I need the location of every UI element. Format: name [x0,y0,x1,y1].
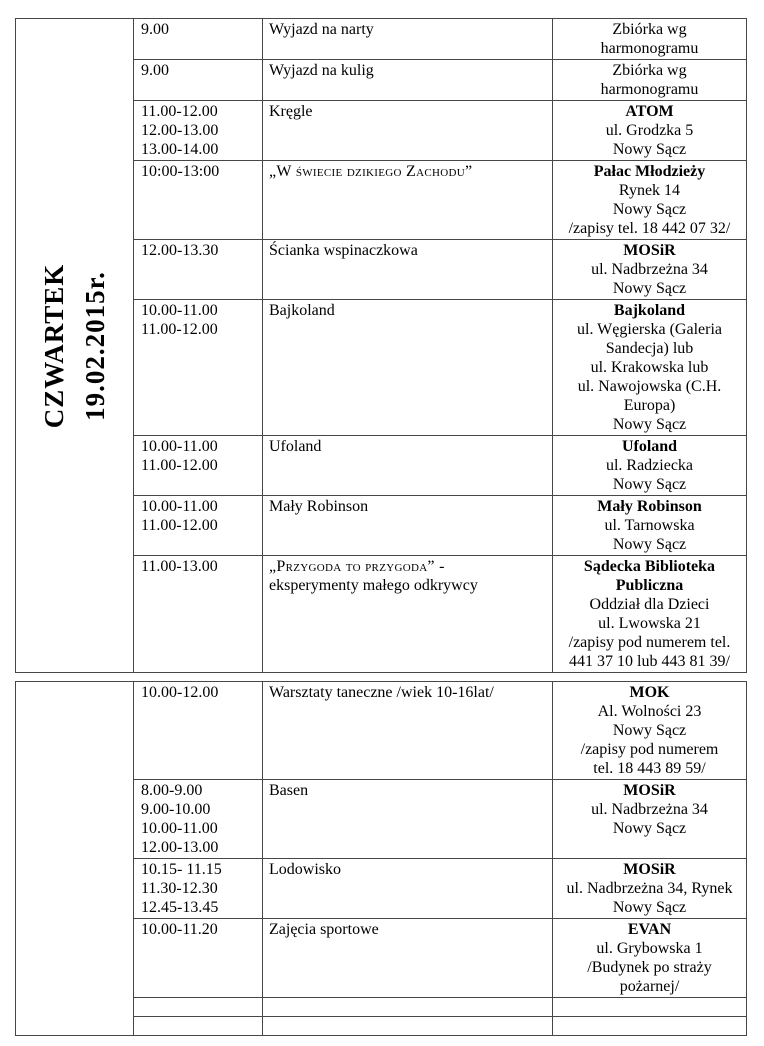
location-cell [553,19,747,60]
time-cell [134,919,263,998]
table-row [16,19,747,60]
activity-line: Ścianka wspinaczkowa [269,242,418,259]
time-line: 13.00-14.00 [141,141,219,158]
time-cell [134,436,263,496]
table-2-body [16,682,747,1036]
activity-cell [263,496,553,556]
location-line: pożarnej/ [619,978,680,995]
location-line: ul. Nadbrzeżna 34 [591,801,708,818]
time-line: 10:00-13:00 [141,163,220,180]
location-line: EVAN [627,921,672,938]
location-line: Al. Wolności 23 [597,703,702,720]
location-cell [553,101,747,161]
day-cell [16,682,134,1036]
time-line: 11.00-12.00 [141,517,218,534]
activity-cell [263,240,553,300]
location-line: Nowy Sącz [612,722,687,739]
location-cell [553,998,747,1017]
time-line: 9.00-10.00 [141,801,211,818]
time-line: 11.00-12.00 [141,103,218,120]
location-line: MOK [629,684,670,701]
activity-line: „W świecie dzikiego Zachodu” [269,163,473,180]
time-line: 8.00-9.00 [141,782,203,799]
location-cell [553,240,747,300]
time-cell [134,19,263,60]
time-cell [134,859,263,919]
location-cell [553,859,747,919]
location-line: Pałac Młodzieży [593,163,706,180]
time-line: 10.00-12.00 [141,684,219,701]
time-line: 11.00-13.00 [141,558,218,575]
time-cell [134,161,263,240]
activity-cell [263,19,553,60]
time-cell [134,1017,263,1036]
activity-cell [263,161,553,240]
location-line: tel. 18 443 89 59/ [593,760,706,777]
table-2 [15,681,747,1036]
location-line: Zbiórka wg [612,21,687,38]
day-label: CZWARTEK [38,263,69,428]
location-line: Sądecka Biblioteka [583,558,716,575]
activity-cell [263,859,553,919]
date-label: 19.02.2015r. [79,270,110,421]
table-1 [15,18,747,673]
time-line: 10.15- 11.15 [141,861,222,878]
time-line: 12.00-13.00 [141,122,219,139]
location-cell [553,300,747,436]
time-cell [134,556,263,673]
activity-line: Wyjazd na kulig [269,62,374,79]
activity-cell [263,436,553,496]
location-line: Rynek 14 [618,182,681,199]
time-line: 12.45-13.45 [141,899,219,916]
location-cell [553,60,747,101]
location-line: /Budynek po straży [587,959,712,976]
time-cell [134,300,263,436]
time-line: 10.00-11.00 [141,438,218,455]
location-line: Sandecja) lub [605,340,694,357]
location-line: ul. Nadbrzeżna 34 [591,261,708,278]
activity-line: Warsztaty taneczne /wiek 10-16lat/ [269,684,494,701]
activity-cell [263,1017,553,1036]
time-line: 11.00-12.00 [141,457,218,474]
location-line: Nowy Sącz [612,416,687,433]
location-line: ul. Nadbrzeżna 34, Rynek [566,880,733,897]
time-line: 9.00 [141,62,169,79]
activity-line: Ufoland [269,438,322,455]
location-line: Publiczna [615,577,684,594]
activity-line: Basen [269,782,309,799]
day-cell [16,19,134,673]
time-cell [134,60,263,101]
time-cell [134,682,263,780]
location-cell [553,556,747,673]
time-cell [134,101,263,161]
location-line: /zapisy tel. 18 442 07 32/ [568,220,731,237]
location-line: Bajkoland [613,302,686,319]
time-line: 10.00-11.00 [141,498,218,515]
location-line: Zbiórka wg [612,62,687,79]
location-line: MOSiR [623,861,676,878]
time-line: 12.00-13.00 [141,839,219,856]
activity-cell [263,919,553,998]
location-line: ul. Lwowska 21 [598,615,701,632]
location-line: Nowy Sącz [612,820,687,837]
location-line: Europa) [623,397,676,414]
location-line: Nowy Sącz [612,280,687,297]
activity-line: Bajkoland [269,302,335,319]
location-cell [553,1017,747,1036]
location-cell [553,780,747,859]
table-row [16,682,747,780]
activity-cell [263,60,553,101]
time-line: 9.00 [141,21,169,38]
location-line: /zapisy pod numerem [580,741,719,758]
time-cell [134,240,263,300]
location-line: ul. Nawojowska (C.H. [577,378,722,395]
location-cell [553,436,747,496]
location-line: ul. Krakowska lub [590,359,709,376]
location-line: Nowy Sącz [612,201,687,218]
location-line: Nowy Sącz [612,899,687,916]
table-1-body [16,19,747,673]
day-header-rotated [34,263,116,428]
location-cell [553,682,747,780]
location-line: Nowy Sącz [612,141,687,158]
activity-line: Zajęcia sportowe [269,921,379,938]
activity-cell [263,101,553,161]
time-cell [134,780,263,859]
activity-line: Kręgle [269,103,313,120]
activity-cell [263,780,553,859]
location-line: /zapisy pod numerem tel. [568,634,731,651]
location-cell [553,919,747,998]
activity-line: Lodowisko [269,861,341,878]
location-line: ul. Tarnowska [604,517,695,534]
location-line: MOSiR [623,242,676,259]
location-line: ul. Węgierska (Galeria [577,321,722,338]
time-line: 11.00-12.00 [141,321,218,338]
location-line: Oddział dla Dzieci [589,596,710,613]
activity-line: „Przygoda to przygoda” - [269,558,445,575]
location-cell [553,161,747,240]
location-line: ul. Radziecka [605,457,694,474]
location-line: MOSiR [623,782,676,799]
activity-line: Wyjazd na narty [269,21,374,38]
location-line: ATOM [625,103,674,120]
location-line: Nowy Sącz [612,536,687,553]
time-line: 12.00-13.30 [141,242,219,259]
location-line: Ufoland [621,438,678,455]
time-line: 10.00-11.00 [141,302,218,319]
activity-cell [263,682,553,780]
activity-cell [263,556,553,673]
location-line: harmonogramu [600,40,699,57]
time-cell [134,496,263,556]
activity-cell [263,300,553,436]
time-line: 11.30-12.30 [141,880,218,897]
activity-line: Mały Robinson [269,498,369,515]
location-line: harmonogramu [600,81,699,98]
location-line: ul. Grodzka 5 [605,122,694,139]
location-line: 441 37 10 lub 443 81 39/ [569,653,730,670]
time-line: 10.00-11.00 [141,820,218,837]
location-cell [553,496,747,556]
location-line: Nowy Sącz [612,476,687,493]
time-cell [134,998,263,1017]
activity-cell [263,998,553,1017]
location-line: Mały Robinson [597,498,702,515]
location-line: ul. Grybowska 1 [596,940,703,957]
time-line: 10.00-11.20 [141,921,218,938]
activity-line: eksperymenty małego odkrywcy [269,577,478,594]
